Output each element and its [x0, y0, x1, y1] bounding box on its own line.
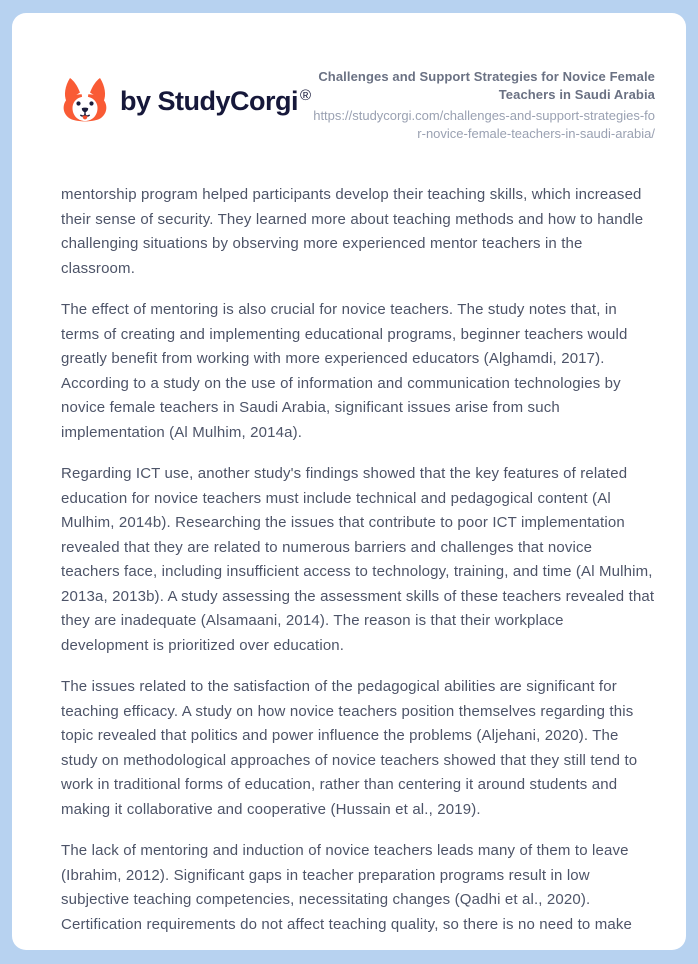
paragraph: mentorship program helped participants develop their teaching skills, which increased their sense of security. They learned more about teaching methods and how to handle challenging situations by observing more experienced mentor teachers in the classroom.	[61, 186, 644, 277]
paragraph: The effect of mentoring is also crucial for novice teachers. The study notes that, in terms of creating and implementing educational programs, beginner teachers would greatly benefit from working with more experienced educators (Alghamdi, 2017). According to a study on the use of information and communication technologies by novice female teachers in Saudi Arabia, significant issues arise from such implementation (Al Mulhim, 2014a).	[61, 301, 628, 441]
corgi-icon	[61, 76, 109, 126]
document-title: Challenges and Support Strategies for Novice Female Teachers in Saudi Arabia	[318, 69, 655, 102]
studycorgi-logo	[61, 66, 311, 126]
document-header	[61, 66, 655, 143]
paragraph: The lack of mentoring and induction of novice teachers leads many of them to leave (Ibrahim, 2012). Significant gaps in teacher preparation programs result in low subjective teaching competencies, necessitating changes (Qadhi et al., 2020). Certification requirements do not affect teaching quality, so there is no need to make	[61, 842, 632, 933]
brand-text: by StudyCorgi ®	[120, 85, 311, 116]
header-meta	[311, 66, 655, 143]
paragraph: Regarding ICT use, another study's findings showed that the key features of related education for novice teachers must include technical and pedagogical content (Al Mulhim, 2014b). Researching the issues that contribute to poor ICT implementation revealed that they are related to numerous barriers and challenges that novice teachers face, including insufficient access to technology, training, and time (Al Mulhim, 2013a, 2013b). A study assessing the assessment skills of these teachers revealed that they are inadequate (Alsamaani, 2014). The reason is that their workplace development is prioritized over education.	[61, 465, 655, 654]
document-card	[12, 13, 686, 950]
paragraph: The issues related to the satisfaction of the pedagogical abilities are significant for teaching efficacy. A study on how novice teachers position themselves regarding this topic revealed that politics and power influence the problems (Aljehani, 2020). The study on methodological approaches of novice teachers showed that they still tend to work in traditional forms of education, rather than centering it around students and making it collaborative and cooperative (Hussain et al., 2019).	[61, 678, 638, 818]
document-body	[61, 183, 655, 937]
registered-mark-icon: ®	[300, 86, 311, 104]
document-url: https://studycorgi.com/challenges-and-support-strategies-for-novice-female-teachers-in-saudi-arabia/	[313, 108, 655, 141]
